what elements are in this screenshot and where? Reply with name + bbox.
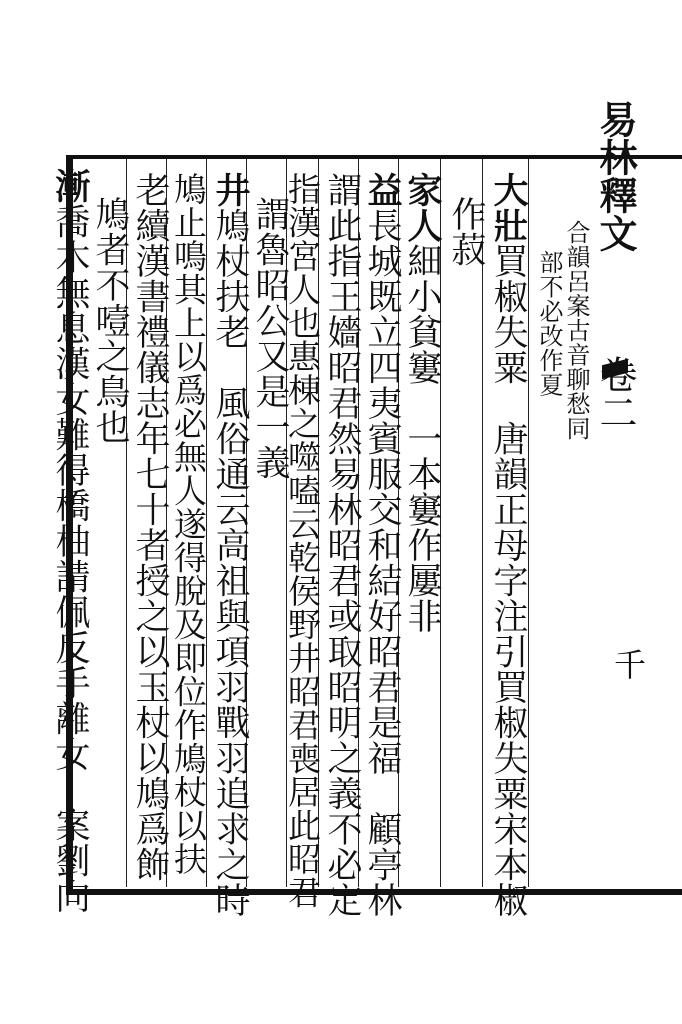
text-column-4 xyxy=(402,172,443,634)
column-text: 鳩止鳴其上以爲必無人遂得脫及即位作鳩杖以扶 xyxy=(169,172,208,876)
column-text: 長城既立四夷賓服交和結好昭君是福 顧亭林 xyxy=(362,207,402,918)
text-column-9 xyxy=(210,172,251,918)
column-rule xyxy=(528,159,529,887)
column-text: 部不必改作夏 xyxy=(535,250,563,397)
text-column-5 xyxy=(362,172,403,918)
column-text: 喬木無息漢女難得橋柚請佩反手離女 案劉向 xyxy=(50,203,90,914)
text-column-7 xyxy=(283,172,322,909)
text-column-8 xyxy=(250,196,290,480)
column-text: 謂此指王嬙昭君然易林昭君或取昭明之義不必定 xyxy=(322,172,362,918)
column-heading: 漸 xyxy=(50,168,91,204)
column-text: 細小貧窶 一本窶作屢非 xyxy=(402,243,442,634)
text-column-1 xyxy=(537,250,561,397)
column-text: 鳩杖扶老 風俗通云高祖與項羽戰羽追求之時 xyxy=(210,207,250,918)
column-heading: 益 xyxy=(362,172,403,208)
column-text: 鳩者不噎之鳥也 xyxy=(90,196,130,445)
volume-label: 卷二 xyxy=(593,355,637,431)
page-number: 千 xyxy=(609,648,647,680)
column-heading: 家人 xyxy=(402,172,443,243)
text-column-11 xyxy=(130,172,170,882)
text-column-13 xyxy=(50,168,91,914)
column-text: 指漢宮人也惠棟之噬嗑云乾侯野井昭君喪居此昭君 xyxy=(283,172,322,909)
text-column-3 xyxy=(446,196,486,267)
column-text: 作菽 xyxy=(446,196,486,267)
column-heading: 井 xyxy=(210,172,251,208)
text-column-10 xyxy=(169,172,208,876)
text-column-6 xyxy=(322,172,362,918)
column-heading: 大壯 xyxy=(488,172,529,243)
column-rule xyxy=(482,159,483,887)
text-column-2 xyxy=(488,172,529,918)
column-text: 老續漢書禮儀志年七十者授之以玉杖以鳩爲飾 xyxy=(130,172,170,882)
column-text: 合韻呂案古音聊愁同 xyxy=(562,220,590,441)
text-column-12 xyxy=(90,196,130,445)
column-text: 謂魯昭公又是一義 xyxy=(250,196,290,480)
text-column-0 xyxy=(564,220,588,441)
book-title: 易林釋文 xyxy=(593,100,638,252)
column-text: 買椒失粟 唐韻正母字注引買椒失粟宋本椒 xyxy=(488,243,528,918)
